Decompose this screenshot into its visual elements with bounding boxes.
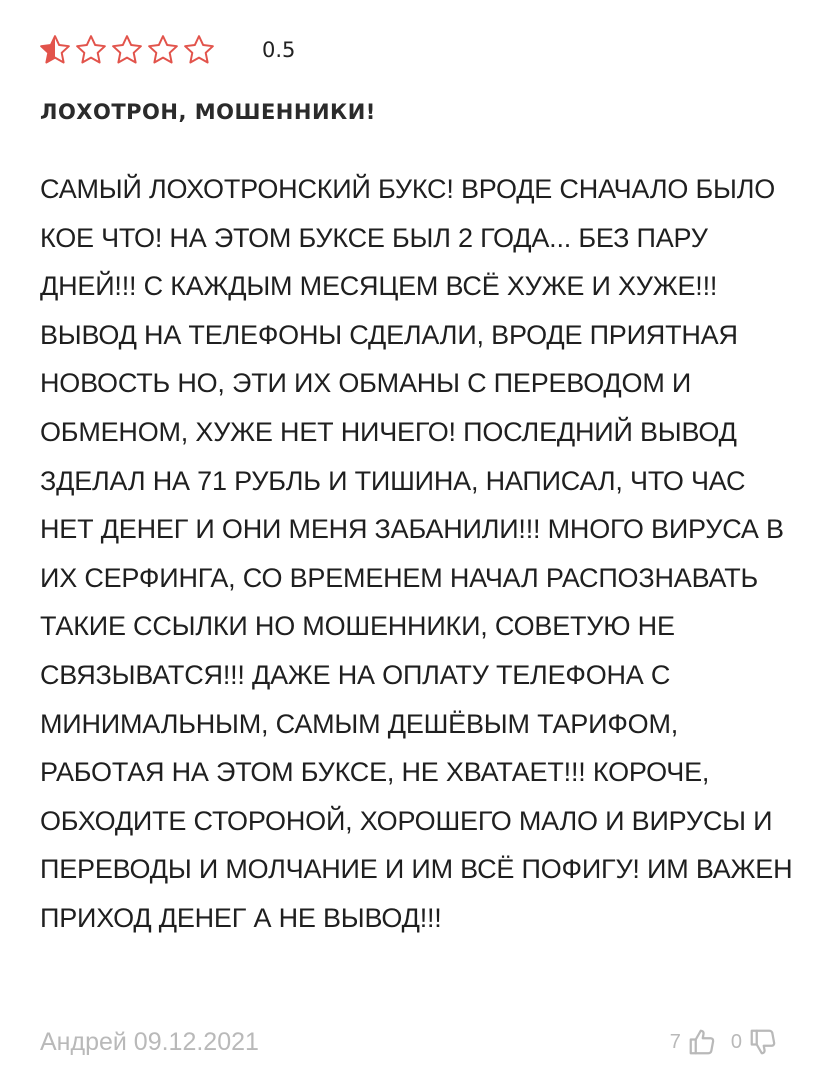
star-empty-icon bbox=[182, 33, 216, 67]
author-date: Андрей 09.12.2021 bbox=[40, 1027, 259, 1056]
rating-row bbox=[38, 32, 295, 68]
dislike-count: 0 bbox=[730, 1030, 742, 1053]
thumb-up-icon bbox=[687, 1027, 717, 1057]
star-rating bbox=[38, 33, 216, 67]
review-footer bbox=[40, 1022, 778, 1062]
review-title: ЛОХОТРОН, МОШЕННИКИ! bbox=[40, 100, 376, 124]
rating-value: 0.5 bbox=[262, 38, 296, 62]
vote-controls bbox=[670, 1027, 778, 1057]
like-button[interactable] bbox=[670, 1027, 717, 1057]
star-empty-icon bbox=[74, 33, 108, 67]
star-empty-icon bbox=[110, 33, 144, 67]
like-count: 7 bbox=[669, 1030, 681, 1053]
star-empty-icon bbox=[146, 33, 180, 67]
dislike-button[interactable] bbox=[731, 1027, 778, 1057]
thumb-down-icon bbox=[748, 1027, 778, 1057]
review-body: САМЫЙ ЛОХОТРОНСКИЙ БУКС! ВРОДЕ СНАЧАЛО БЫЛО КОЕ ЧТО! НА ЭТОМ БУКСЕ БЫЛ 2 ГОДА... БЕЗ ПАРУ ДНЕЙ!!! С КАЖДЫМ МЕСЯЦЕМ ВСЁ ХУЖЕ И ХУЖЕ!!! ВЫВОД НА ТЕЛЕФОНЫ СДЕЛАЛИ, ВРОДЕ ПРИЯТНАЯ НОВОСТЬ НО, ЭТИ ИХ ОБМАНЫ С ПЕРЕВОДОМ И ОБМЕНОМ, ХУЖЕ НЕТ НИЧЕГО! ПОСЛЕДНИЙ ВЫВОД ЗДЕЛАЛ НА 71 РУБЛЬ И ТИШИНА, НАПИСАЛ, ЧТО ЧАС НЕТ ДЕНЕГ И ОНИ МЕНЯ ЗАБАНИЛИ!!! МНОГО ВИРУСА В ИХ СЕРФИНГА, СО ВРЕМЕНЕМ НАЧАЛ РАСПОЗНАВАТЬ ТАКИЕ ССЫЛКИ НО МОШЕННИКИ, СОВЕТУЮ НЕ СВЯЗЫВАТСЯ!!! ДАЖЕ НА ОПЛАТУ ТЕЛЕФОНА С МИНИМАЛЬНЫМ, САМЫМ ДЕШЁВЫМ ТАРИФОМ, РАБОТАЯ НА ЭТОМ БУКСЕ, НЕ ХВАТАЕТ!!! КОРОЧЕ, ОБХОДИТЕ СТОРОНОЙ, ХОРОШЕГО МАЛО И ВИРУСЫ И ПЕРЕВОДЫ И МОЛЧАНИЕ И ИМ ВСЁ ПОФИГУ! ИМ ВАЖЕН ПРИХОД ДЕНЕГ А НЕ ВЫВОД!!! bbox=[40, 174, 793, 933]
star-half-icon bbox=[38, 33, 72, 67]
